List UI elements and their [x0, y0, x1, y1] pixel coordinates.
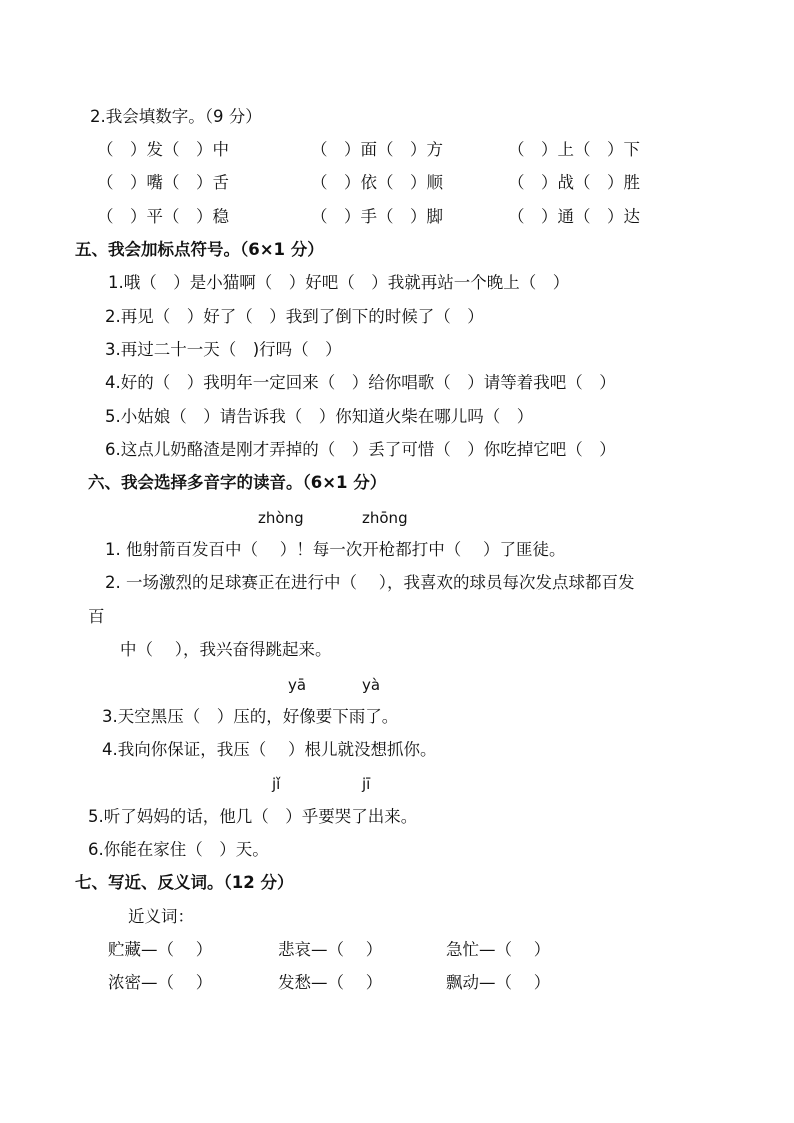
- section-title: 六、我会选择多音字的读音。（6×1 分）: [88, 473, 387, 492]
- fill-cell: （ ）平（ ）稳: [97, 207, 229, 226]
- question-item: 3.再过二十一天（ )行吗（ ）: [105, 340, 342, 359]
- pinyin-option: yà: [362, 676, 381, 694]
- word-cell: 悲哀—（ ）: [278, 940, 383, 959]
- pinyin-option: jǐ: [272, 775, 281, 793]
- fill-row: [97, 172, 640, 194]
- fill-row: [97, 139, 640, 161]
- question-title: 2.我会填数字。（9 分）: [90, 107, 262, 126]
- fill-cell: （ ）发（ ）中: [97, 140, 229, 159]
- question-item-continued: 中（ ），我兴奋得跳起来。: [120, 640, 332, 659]
- fill-cell: （ ）依（ ）顺: [311, 173, 443, 192]
- word-row: [108, 939, 550, 961]
- question-item: 5.小姑娘（ ）请告诉我（ ）你知道火柴在哪儿吗（ ）: [105, 407, 534, 426]
- fill-row: [97, 206, 640, 228]
- pinyin-option: jī: [362, 775, 371, 793]
- question-item: 3.天空黑压（ ）压的，好像要下雨了。: [102, 707, 399, 726]
- question-item: 5.听了妈妈的话，他几（ ）乎要哭了出来。: [88, 807, 418, 826]
- question-item-continued: 百: [88, 607, 105, 626]
- fill-cell: （ ）面（ ）方: [311, 140, 443, 159]
- question-item: 6.你能在家住（ ）天。: [88, 840, 269, 859]
- fill-cell: （ ）战（ ）胜: [508, 173, 640, 192]
- fill-cell: （ ）上（ ）下: [508, 140, 640, 159]
- fill-cell: （ ）嘴（ ）舌: [97, 173, 229, 192]
- word-cell: 发愁—（ ）: [278, 973, 383, 992]
- section-title: 七、写近、反义词。（12 分）: [75, 873, 294, 892]
- word-row: [108, 972, 550, 994]
- pinyin-option: zhòng: [258, 509, 304, 527]
- fill-cell: （ ）手（ ）脚: [311, 207, 443, 226]
- fill-cell: （ ）通（ ）达: [508, 207, 640, 226]
- word-cell: 贮藏—（ ）: [108, 940, 213, 959]
- section-title: 五、我会加标点符号。（6×1 分）: [75, 240, 324, 259]
- question-item: 2. 一场激烈的足球赛正在进行中（ ），我喜欢的球员每次发点球都百发: [105, 573, 635, 592]
- question-item: 2.再见（ ）好了（ ）我到了倒下的时候了（ ）: [105, 307, 484, 326]
- word-cell: 飘动—（ ）: [446, 973, 551, 992]
- subsection-label: 近义词：: [128, 907, 194, 926]
- question-item: 1.哦（ ）是小猫啊（ ）好吧（ ）我就再站一个晚上（ ）: [108, 273, 570, 292]
- word-cell: 浓密—（ ）: [108, 973, 213, 992]
- pinyin-option: yā: [288, 676, 307, 694]
- word-cell: 急忙—（ ）: [446, 940, 551, 959]
- question-item: 1. 他射箭百发百中（ ）！每一次开枪都打中（ ）了匪徒。: [105, 540, 566, 559]
- question-item: 4.好的（ ）我明年一定回来（ ）给你唱歌（ ）请等着我吧（ ）: [105, 373, 616, 392]
- question-item: 6.这点儿奶酪渣是刚才弄掉的（ ）丢了可惜（ ）你吃掉它吧（ ）: [105, 440, 616, 459]
- question-item: 4.我向你保证，我压（ ）根儿就没想抓你。: [102, 740, 437, 759]
- pinyin-option: zhōng: [362, 509, 408, 527]
